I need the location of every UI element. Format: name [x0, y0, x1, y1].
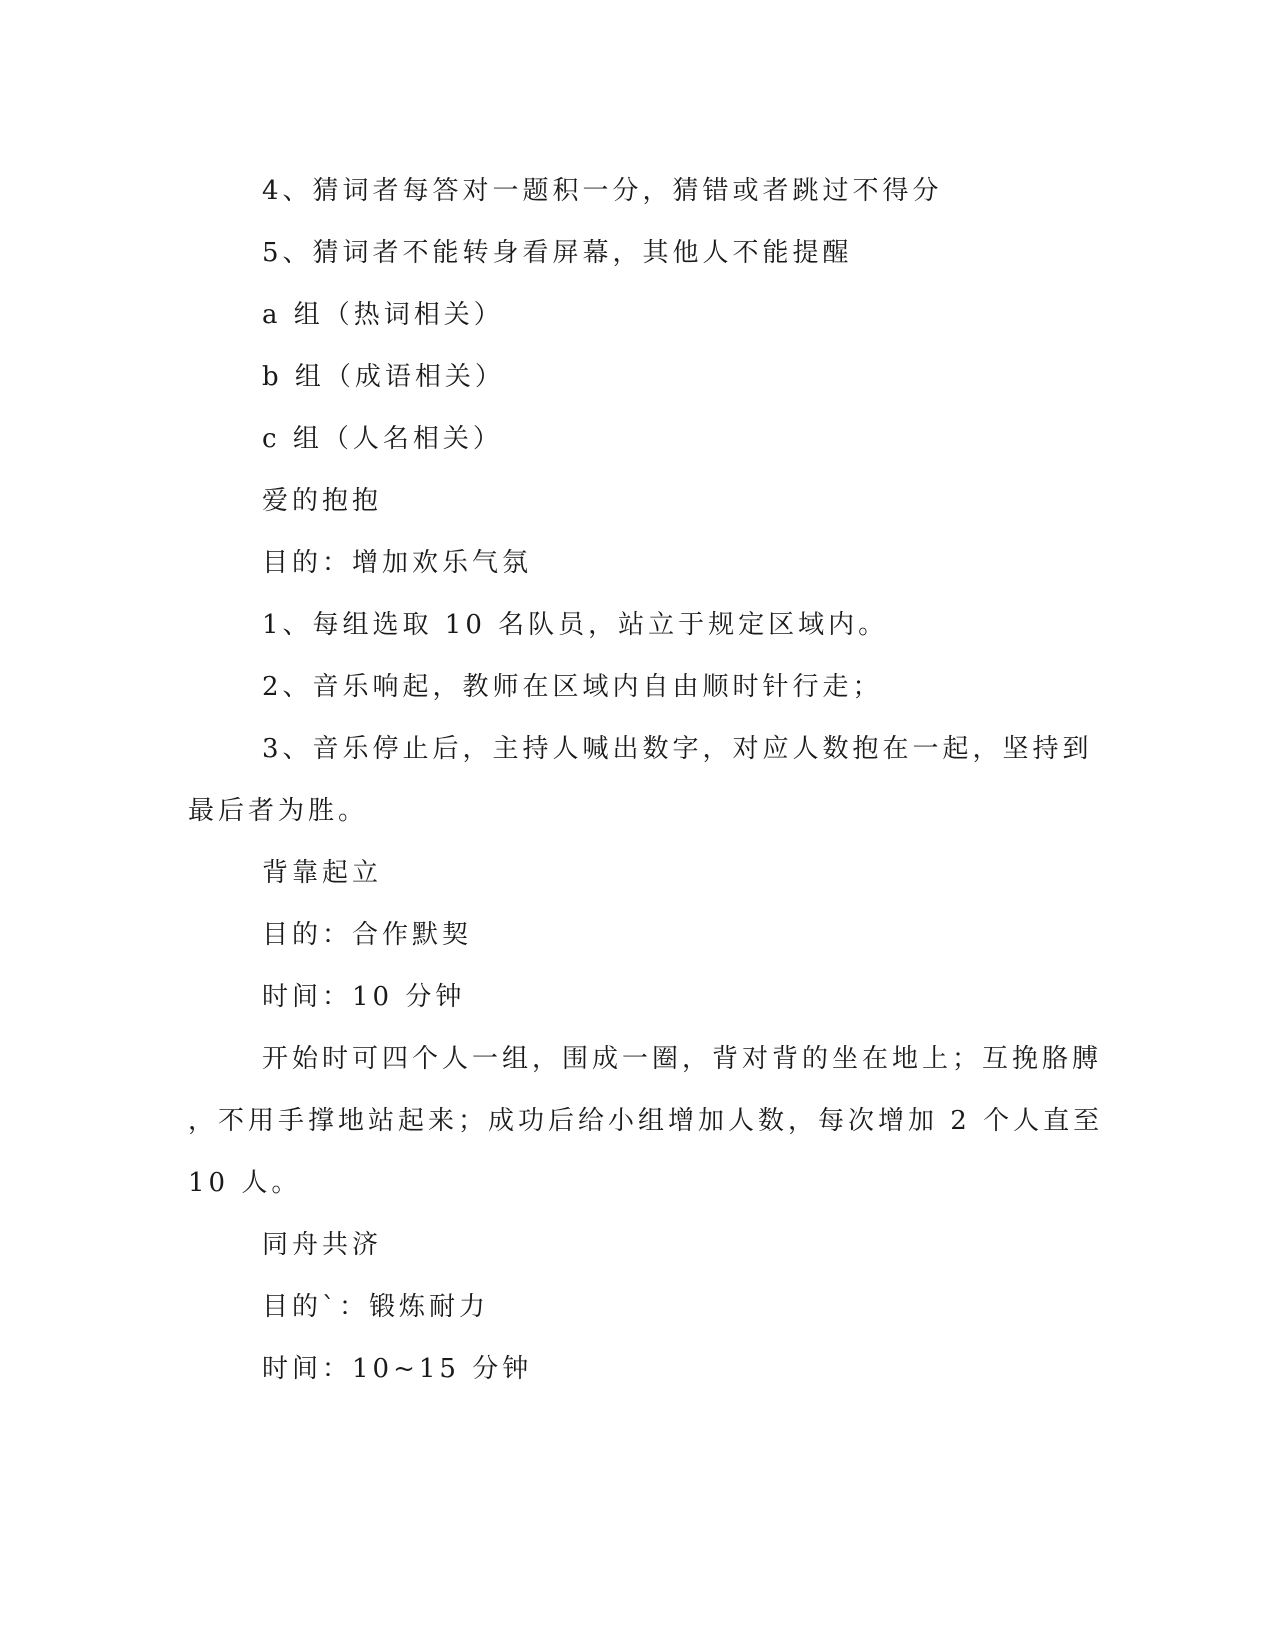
game-title-back-to-back: 背靠起立 [262, 858, 383, 888]
description-line-1: 开始时可四个人一组，围成一圈，背对背的坐在地上；互挽胳膊 [262, 1044, 1103, 1074]
document-body [188, 160, 1104, 1400]
time-line-same-boat: 时间：10~15 分钟 [262, 1354, 533, 1384]
game-title-same-boat: 同舟共济 [262, 1230, 383, 1260]
description-line-2: ，不用手撑地站起来；成功后给小组增加人数，每次增加 2 个人直至 [188, 1106, 1104, 1136]
rule-line-4: 4、猜词者每答对一题积一分，猜错或者跳过不得分 [262, 176, 943, 206]
purpose-line-back-to-back: 目的：合作默契 [262, 920, 473, 950]
purpose-line-same-boat: 目的`：锻炼耐力 [262, 1292, 490, 1322]
step-line-3-continued: 最后者为胜。 [188, 796, 369, 826]
step-line-3: 3、音乐停止后，主持人喊出数字，对应人数抱在一起，坚持到 [262, 734, 1093, 764]
group-b-line: b 组（成语相关） [262, 362, 505, 392]
rule-line-5: 5、猜词者不能转身看屏幕，其他人不能提醒 [262, 238, 853, 268]
game-title-hug: 爱的抱抱 [262, 486, 383, 516]
group-a-line: a 组（热词相关） [262, 300, 504, 330]
description-line-3: 10 人。 [188, 1168, 302, 1198]
time-line-back-to-back: 时间：10 分钟 [262, 982, 466, 1012]
step-line-2: 2、音乐响起，教师在区域内自由顺时针行走； [262, 672, 883, 702]
step-line-1: 1、每组选取 10 名队员，站立于规定区域内。 [262, 610, 889, 640]
purpose-line-hug: 目的：增加欢乐气氛 [262, 548, 533, 578]
group-c-line: c 组（人名相关） [262, 424, 503, 454]
